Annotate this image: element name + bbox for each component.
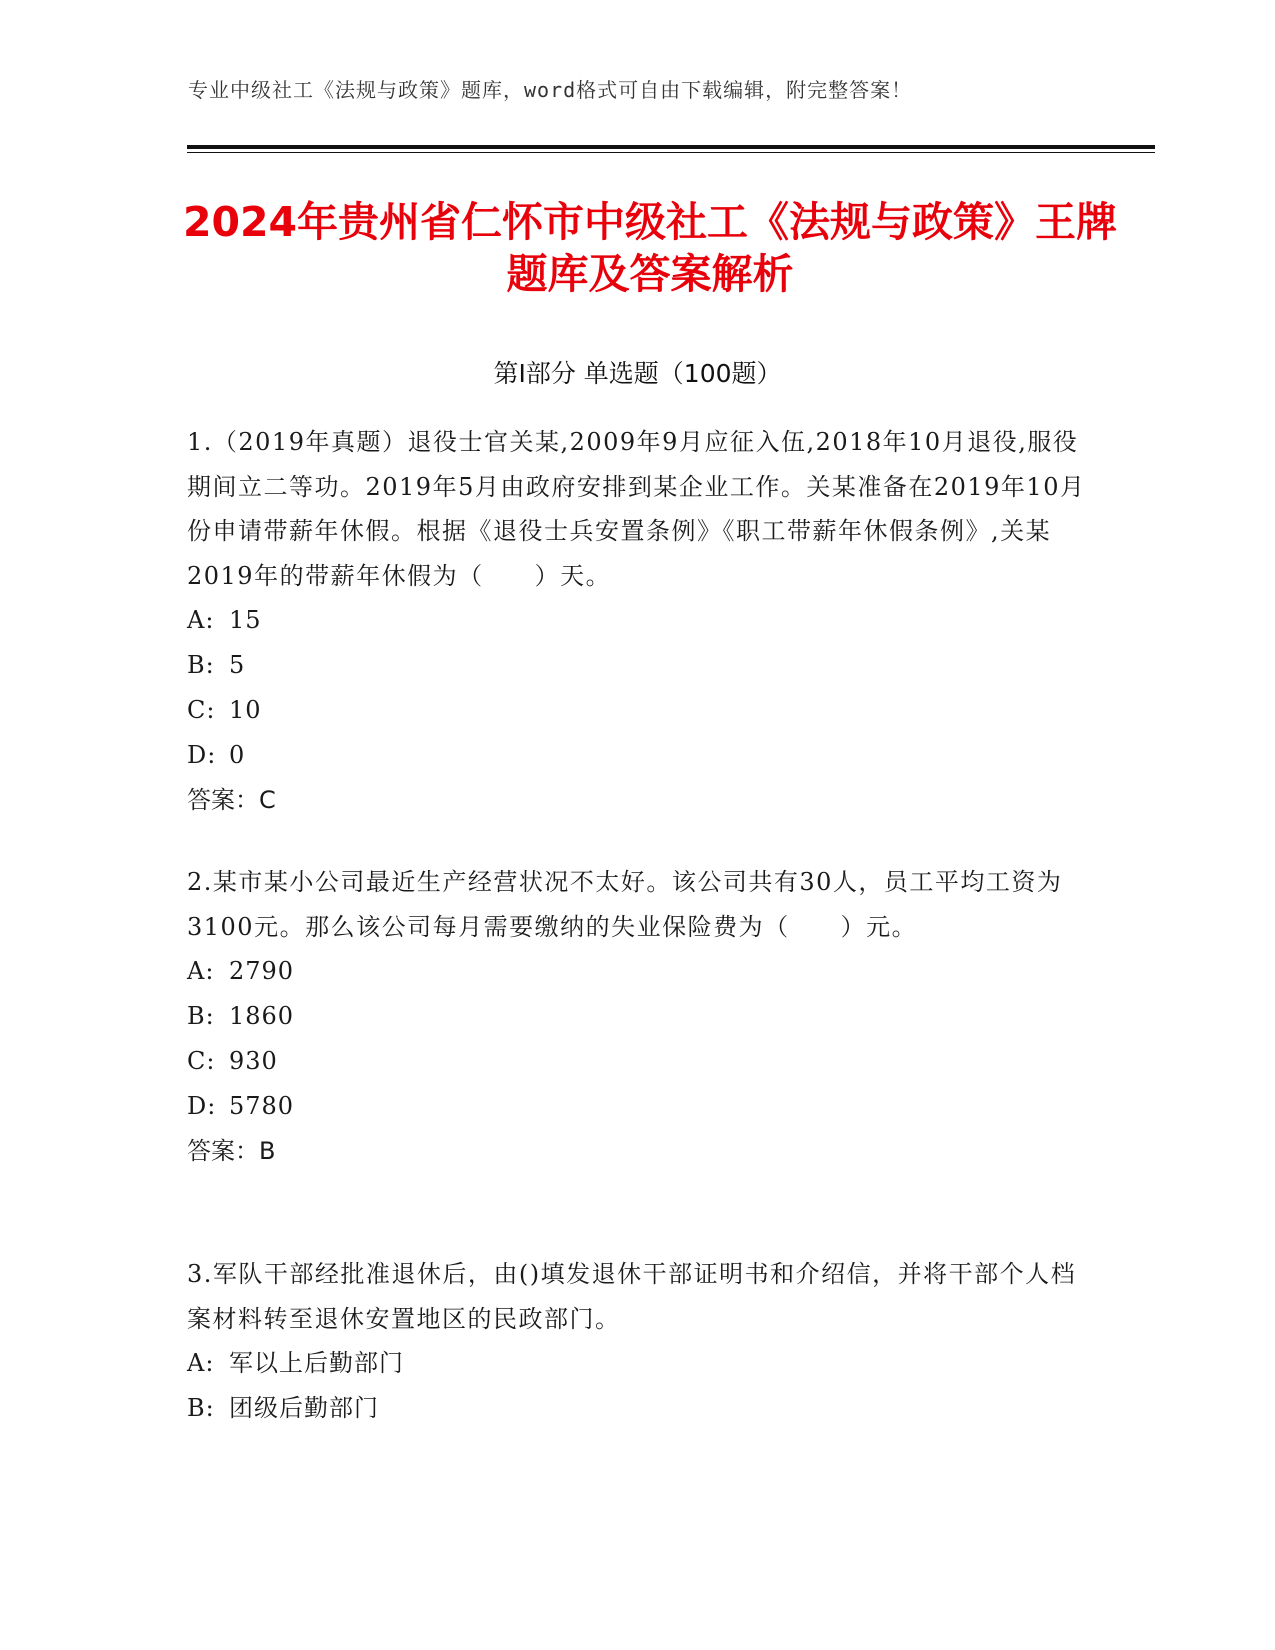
option-text: 5 — [229, 651, 246, 679]
option-text: 10 — [229, 696, 262, 724]
option-b — [187, 1386, 1087, 1431]
option-a — [187, 949, 1087, 994]
option-a — [187, 1341, 1087, 1386]
option-c — [187, 688, 1087, 733]
option-d — [187, 733, 1087, 778]
option-letter: B: — [187, 1002, 215, 1030]
header-rule-thin — [187, 152, 1155, 153]
option-b — [187, 994, 1087, 1039]
option-text: 1860 — [229, 1002, 295, 1030]
question-stem: 3.军队干部经批准退休后，由()填发退休干部证明书和介绍信，并将干部个人档案材料转至退休安置地区的民政部门。 — [187, 1260, 1077, 1333]
option-letter: C: — [187, 696, 216, 724]
option-letter: B: — [187, 651, 215, 679]
option-letter: A: — [187, 957, 215, 985]
option-c — [187, 1039, 1087, 1084]
question-2 — [187, 860, 1087, 1174]
question-3 — [187, 1252, 1087, 1431]
section-title: 第Ⅰ部分 单选题（100题） — [493, 359, 782, 388]
option-text: 团级后勤部门 — [229, 1394, 379, 1422]
header-rule-thick — [187, 145, 1155, 149]
option-letter: D: — [187, 741, 217, 769]
answer-line: 答案：B — [187, 1137, 276, 1165]
question-stem: 2.某市某小公司最近生产经营状况不太好。该公司共有30人，员工平均工资为3100元。那么该公司每月需要缴纳的失业保险费为（ ）元。 — [187, 868, 1063, 941]
option-d — [187, 1084, 1087, 1129]
option-text: 2790 — [229, 957, 295, 985]
option-letter: B: — [187, 1394, 215, 1422]
option-text: 15 — [229, 606, 262, 634]
document-title: 2024年贵州省仁怀市中级社工《法规与政策》王牌题库及答案解析 — [182, 198, 1118, 298]
question-1 — [187, 420, 1087, 823]
option-b — [187, 643, 1087, 688]
option-letter: D: — [187, 1092, 217, 1120]
option-text: 930 — [229, 1047, 278, 1075]
option-text: 军以上后勤部门 — [229, 1349, 404, 1377]
option-a — [187, 598, 1087, 643]
header-note: 专业中级社工《法规与政策》题库，word格式可自由下载编辑，附完整答案！ — [188, 78, 913, 102]
question-stem: 1.（2019年真题）退役士官关某,2009年9月应征入伍,2018年10月退役,服役期间立二等功。2019年5月由政府安排到某企业工作。关某准备在2019年10月份申请带薪年休假。根据《退役士兵安置条例》《职工带薪年休假条例》,关某2019年的带薪年休假为（ ）天。 — [187, 428, 1086, 590]
option-letter: A: — [187, 606, 215, 634]
option-letter: A: — [187, 1349, 215, 1377]
option-text: 5780 — [229, 1092, 295, 1120]
option-letter: C: — [187, 1047, 216, 1075]
answer-line: 答案：C — [187, 786, 276, 814]
option-text: 0 — [229, 741, 246, 769]
